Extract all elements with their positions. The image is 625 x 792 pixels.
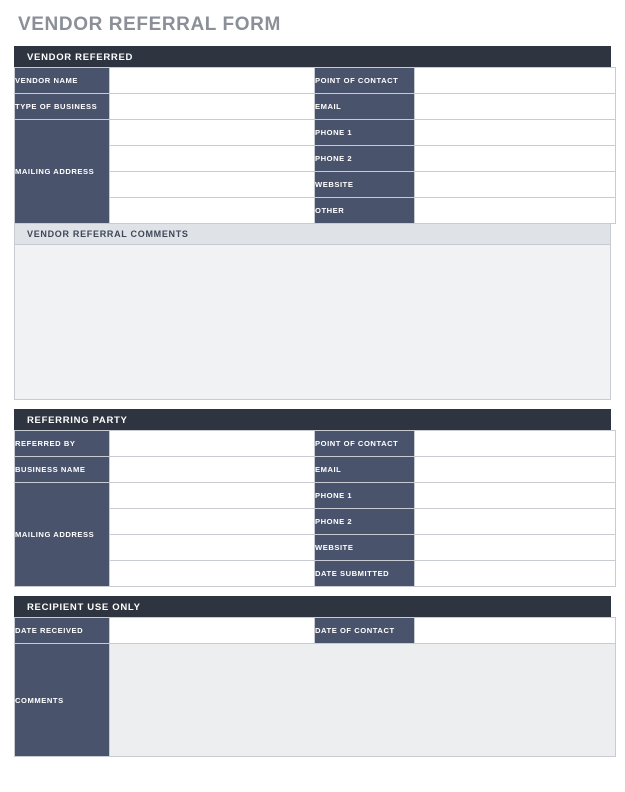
field-rp-point-of-contact[interactable] — [415, 431, 616, 457]
label-phone-1: PHONE 1 — [315, 120, 415, 146]
field-mailing-address-line-3[interactable] — [110, 172, 315, 198]
label-vendor-name: VENDOR NAME — [15, 68, 110, 94]
label-recipient-comments: COMMENTS — [15, 644, 110, 757]
field-rp-email[interactable] — [415, 457, 616, 483]
field-type-of-business[interactable] — [110, 94, 315, 120]
field-rp-mailing-address-line-4[interactable] — [110, 561, 315, 587]
field-rp-mailing-address-line-2[interactable] — [110, 509, 315, 535]
label-date-submitted: DATE SUBMITTED — [315, 561, 415, 587]
label-website: WEBSITE — [315, 172, 415, 198]
field-rp-website[interactable] — [415, 535, 616, 561]
label-email: EMAIL — [315, 94, 415, 120]
label-rp-point-of-contact: POINT OF CONTACT — [315, 431, 415, 457]
recipient-use-only-table — [14, 617, 616, 757]
vendor-referral-comments-area[interactable] — [14, 245, 611, 400]
field-rp-phone-1[interactable] — [415, 483, 616, 509]
section-vendor-referred — [14, 46, 611, 400]
vendor-referral-comments-header: VENDOR REFERRAL COMMENTS — [14, 224, 611, 245]
field-mailing-address-line-2[interactable] — [110, 146, 315, 172]
field-email[interactable] — [415, 94, 616, 120]
label-rp-phone-2: PHONE 2 — [315, 509, 415, 535]
page-title: VENDOR REFERRAL FORM — [18, 14, 281, 35]
section-recipient-use-only — [14, 596, 611, 757]
label-mailing-address: MAILING ADDRESS — [15, 120, 110, 224]
field-phone-2[interactable] — [415, 146, 616, 172]
label-rp-website: WEBSITE — [315, 535, 415, 561]
label-type-of-business: TYPE OF BUSINESS — [15, 94, 110, 120]
field-rp-mailing-address-line-3[interactable] — [110, 535, 315, 561]
field-rp-mailing-address-line-1[interactable] — [110, 483, 315, 509]
table-row — [15, 431, 616, 457]
field-point-of-contact[interactable] — [415, 68, 616, 94]
label-date-received: DATE RECEIVED — [15, 618, 110, 644]
field-date-received[interactable] — [110, 618, 315, 644]
field-mailing-address-line-1[interactable] — [110, 120, 315, 146]
table-row — [15, 483, 616, 509]
section-header-recipient-use-only: RECIPIENT USE ONLY — [14, 596, 611, 617]
field-business-name[interactable] — [110, 457, 315, 483]
label-rp-phone-1: PHONE 1 — [315, 483, 415, 509]
field-referred-by[interactable] — [110, 431, 315, 457]
field-website[interactable] — [415, 172, 616, 198]
field-rp-phone-2[interactable] — [415, 509, 616, 535]
vendor-referred-table — [14, 67, 616, 224]
table-row — [15, 457, 616, 483]
table-row — [15, 618, 616, 644]
label-rp-mailing-address: MAILING ADDRESS — [15, 483, 110, 587]
label-date-of-contact: DATE OF CONTACT — [315, 618, 415, 644]
referring-party-table — [14, 430, 616, 587]
field-mailing-address-line-4[interactable] — [110, 198, 315, 224]
label-phone-2: PHONE 2 — [315, 146, 415, 172]
field-other[interactable] — [415, 198, 616, 224]
field-phone-1[interactable] — [415, 120, 616, 146]
label-referred-by: REFERRED BY — [15, 431, 110, 457]
field-recipient-comments[interactable] — [110, 644, 616, 757]
label-other: OTHER — [315, 198, 415, 224]
field-date-of-contact[interactable] — [415, 618, 616, 644]
section-header-referring-party: REFERRING PARTY — [14, 409, 611, 430]
field-date-submitted[interactable] — [415, 561, 616, 587]
label-business-name: BUSINESS NAME — [15, 457, 110, 483]
section-referring-party — [14, 409, 611, 587]
section-header-vendor-referred: VENDOR REFERRED — [14, 46, 611, 67]
table-row — [15, 644, 616, 757]
table-row — [15, 68, 616, 94]
table-row — [15, 120, 616, 146]
table-row — [15, 94, 616, 120]
label-point-of-contact: POINT OF CONTACT — [315, 68, 415, 94]
field-vendor-name[interactable] — [110, 68, 315, 94]
label-rp-email: EMAIL — [315, 457, 415, 483]
